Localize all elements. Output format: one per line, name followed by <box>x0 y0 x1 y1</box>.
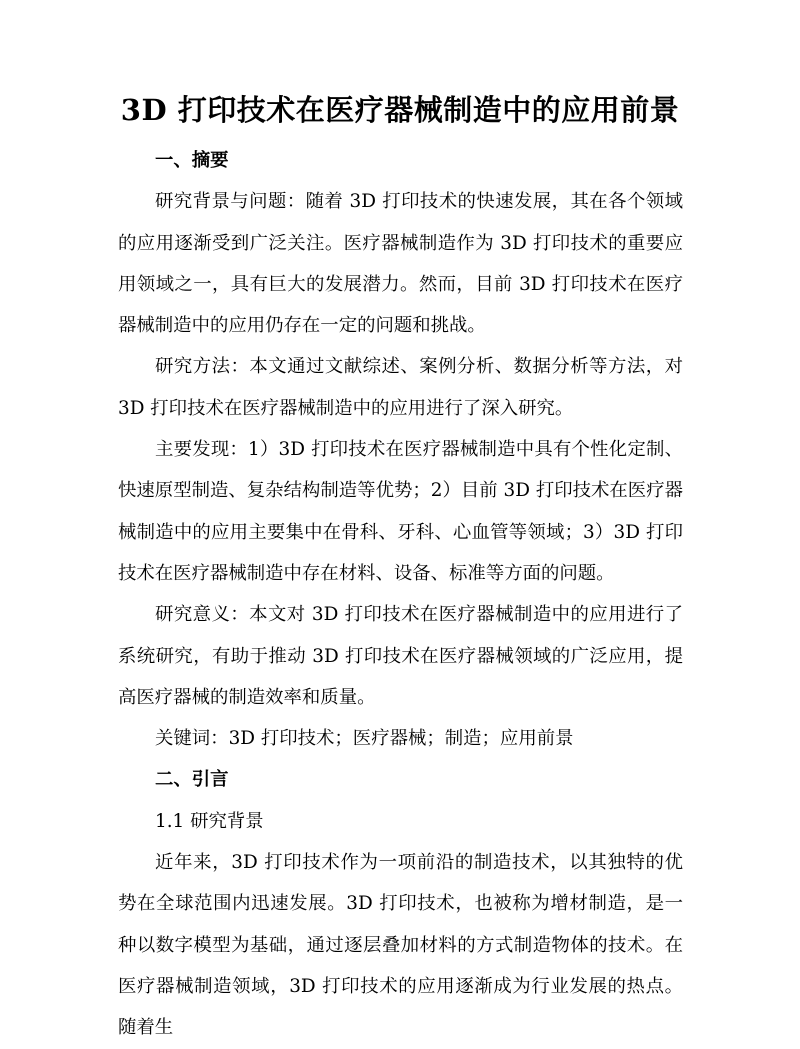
paragraph-methods: 研究方法：本文通过文献综述、案例分析、数据分析等方法，对 3D 打印技术在医疗器械制造中的应用进行了深入研究。 <box>118 356 683 419</box>
paragraph-keywords: 关键词：3D 打印技术；医疗器械；制造；应用前景 <box>155 728 574 750</box>
section-heading-abstract: 一、摘要 <box>155 150 229 171</box>
document-body <box>118 140 683 1049</box>
paragraph-findings: 主要发现：1）3D 打印技术在医疗器械制造中具有个性化定制、快速原型制造、复杂结构制造等优势；2）目前 3D 打印技术在医疗器械制造中的应用主要集中在骨科、牙科、心血管等领域；3）3D 打印技术在医疗器械制造中存在材料、设备、标准等方面的问题。 <box>118 439 683 584</box>
section-heading-introduction: 二、引言 <box>155 769 229 791</box>
subheading-research-background: 1.1 研究背景 <box>155 810 264 832</box>
paragraph-introduction: 近年来，3D 打印技术作为一项前沿的制造技术，以其独特的优势在全球范围内迅速发展。3D 打印技术，也被称为增材制造，是一种以数字模型为基础，通过逐层叠加材料的方式制造物体的技术。在医疗器械制造领域，3D 打印技术的应用逐渐成为行业发展的热点。随着生 <box>118 852 683 1039</box>
paragraph-background: 研究背景与问题：随着 3D 打印技术的快速发展，其在各个领域的应用逐渐受到广泛关注。医疗器械制造作为 3D 打印技术的重要应用领域之一，具有巨大的发展潜力。然而，目前 3D 打印技术在医疗器械制造中的应用仍存在一定的问题和挑战。 <box>118 191 683 337</box>
document-title: 3D 打印技术在医疗器械制造中的应用前景 <box>120 93 680 127</box>
paragraph-significance: 研究意义：本文对 3D 打印技术在医疗器械制造中的应用进行了系统研究，有助于推动 3D 打印技术在医疗器械领域的广泛应用，提高医疗器械的制造效率和质量。 <box>118 604 683 708</box>
